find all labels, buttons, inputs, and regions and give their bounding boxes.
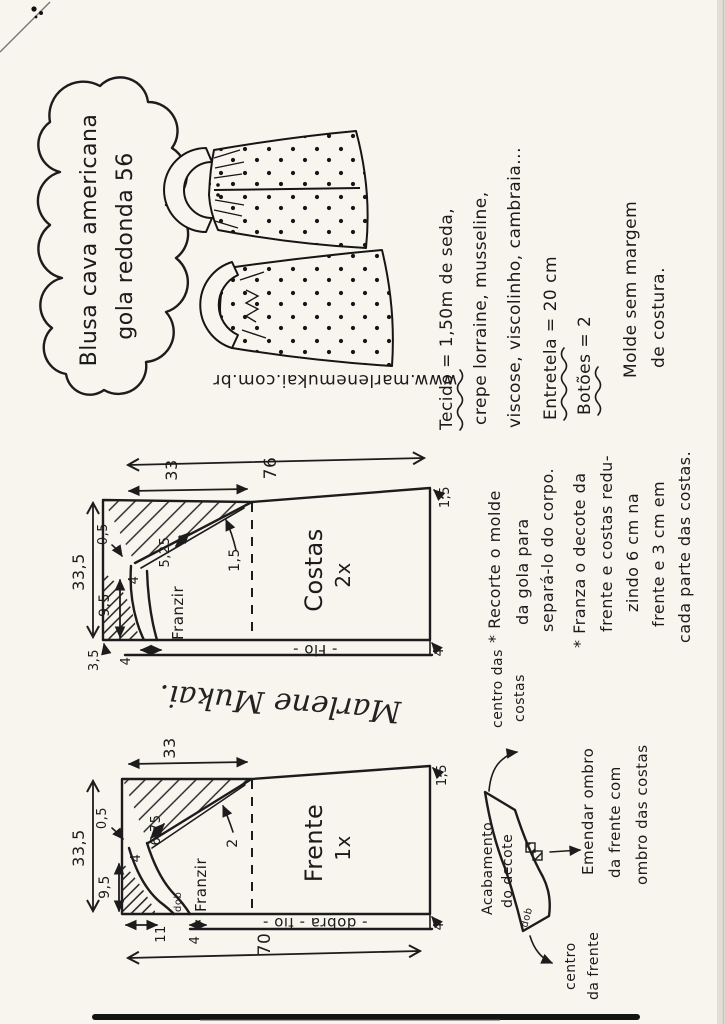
back-neckbottom-dim: 4 <box>119 656 134 666</box>
back-length-dim: 76 <box>261 456 281 480</box>
materials-line: Entretela = 20 cm <box>541 255 561 420</box>
back-piece-name: Costas <box>300 528 328 612</box>
collar-frontref-line2: da frente <box>586 931 602 1000</box>
front-band-dim: 4 <box>129 853 144 863</box>
back-shoulder-drop-dim: 0,5 <box>96 522 111 546</box>
front-neckdepth-dim: 9,5 <box>97 875 113 899</box>
front-shoulder-drop-dim: 0,5 <box>95 806 110 830</box>
back-grain-label: - Fio - <box>292 641 338 659</box>
mold-note-line: de costura. <box>649 266 669 368</box>
collar-join-line3: ombro das costas <box>633 744 651 885</box>
back-foldext-dim: 3,5 <box>87 648 102 672</box>
front-hemtick-dim: 4 <box>432 921 447 931</box>
front-topwidth-dim: 33 <box>160 737 179 759</box>
back-topwidth-dim: 33 <box>162 459 181 481</box>
front-fold-mark: dob <box>173 891 184 912</box>
back-neckdepth-dim: 9,5 <box>97 593 113 617</box>
materials-line: Botões = 2 <box>575 315 595 415</box>
back-piece-qty: 2x <box>331 562 355 588</box>
materials-line: Tecido = 1,50m de seda, <box>437 207 457 430</box>
materials-line: viscose, viscolinho, cambraia... <box>505 147 525 428</box>
pattern-title-line1: Blusa cava americana <box>77 113 102 367</box>
front-height-dim: 33,5 <box>69 829 88 867</box>
collar-fold-mark: dob <box>519 906 536 929</box>
front-gather-label: Franzir <box>192 857 210 912</box>
front-midnote-dim: 2 <box>225 838 241 848</box>
collar-label-line2: do decote <box>500 833 516 908</box>
front-grain-label: - dobra - fio - <box>262 914 368 932</box>
front-shoulder-dim: 6,75 <box>149 814 164 846</box>
collar-label-line1: Acabamento <box>480 821 496 915</box>
back-gather-label: Franzir <box>169 585 187 640</box>
front-bottomleft-dim: 11 <box>154 925 169 943</box>
pattern-title-line2: gola redonda 56 <box>113 152 138 340</box>
back-shoulder-dim: 5,25 <box>158 536 173 568</box>
front-siderise-dim: 1,5 <box>435 763 450 787</box>
front-piece-name: Frente <box>300 803 328 883</box>
back-hemtick-dim: 4 <box>432 647 447 657</box>
collar-backref-line1: centro das <box>490 649 506 728</box>
front-piece-qty: 1x <box>331 835 355 861</box>
collar-backref-line2: costas <box>512 674 528 722</box>
website-url: www.marlenemukai.com.br <box>212 370 458 390</box>
instruction-line: da gola para <box>513 518 532 625</box>
instruction-line: cada parte das costas. <box>675 450 694 643</box>
instruction-line: zindo 6 cm na <box>623 492 642 612</box>
back-band-dim: 4 <box>127 575 142 585</box>
instruction-line: * Recorte o molde <box>485 490 504 643</box>
front-neckbottom-dim: 4 <box>188 935 203 945</box>
instruction-line: separá-lo do corpo. <box>538 467 557 632</box>
back-siderise-dim: 1,5 <box>438 485 453 509</box>
collar-frontref-line1: centro <box>563 942 579 990</box>
collar-join-line2: da frente com <box>606 766 624 878</box>
back-height-dim: 33,5 <box>69 553 88 591</box>
materials-line: crepe lorraine, musseline, <box>471 191 491 425</box>
collar-join-line1: Emendar ombro <box>579 747 597 875</box>
instruction-line: frente e 3 cm em <box>649 480 668 627</box>
mold-note-line: Molde sem margem <box>621 200 641 378</box>
instruction-line: frente e costas redu- <box>597 454 616 632</box>
instruction-line: * Franza o decote da <box>570 472 589 648</box>
signature: Marlene Mukai. <box>158 677 402 729</box>
back-midnote-dim: 1,5 <box>227 548 243 572</box>
front-length-dim: 70 <box>255 932 275 956</box>
